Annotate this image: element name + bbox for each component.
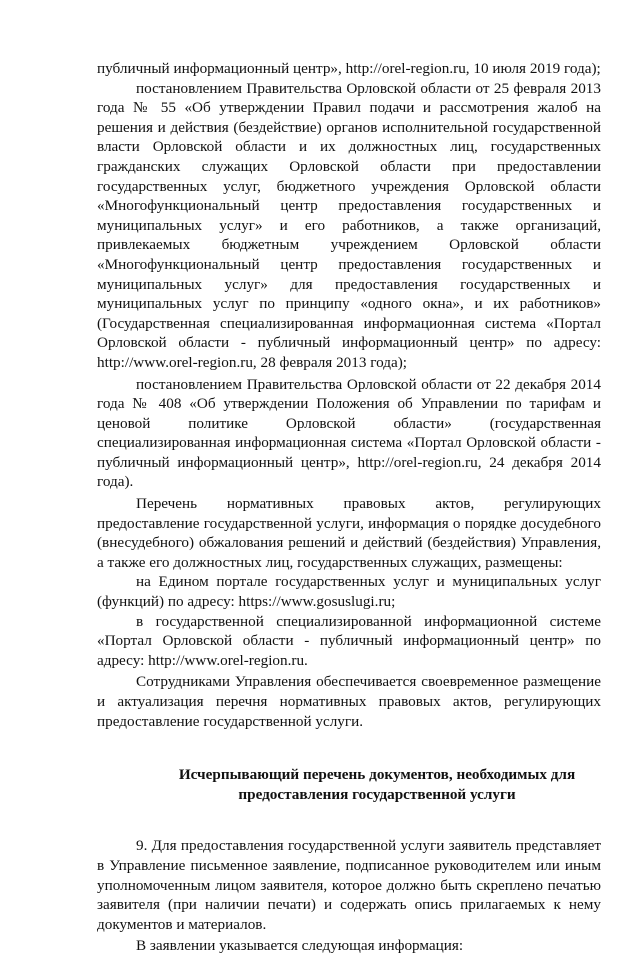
paragraph: постановлением Правительства Орловской области от 25 февраля 2013 года № 55 «Об утверждении Правил подачи и рассмотрения жалоб на решения и действия (бездействие) органов исполнительной государственной власти Орловской области и их должностных лиц, государственных гражданских служащих Орловской области при предоставлении государственных услуг, бюджетного учреждения Орловской области «Многофункциональный центр предоставления государственных и муниципальных услуг» и его работников, а также организаций, привлекаемых бюджетным учреждением Орловской области «Многофункциональный центр предоставления государственных и муниципальных услуг» для предоставления государственных и муниципальных услуг по принципу «одного окна», и их работников» (Государственная специализированная информационная система «Портал Орловской области - публичный информационный центр» по адресу: http://www.orel-region.ru, 28 февраля 2013 года); [97,79,601,371]
paragraph: Сотрудниками Управления обеспечивается своевременное размещение и актуализация перечня нормативных правовых актов, регулирующих предоставление государственной услуги. [97,673,601,730]
section-heading: Исчерпывающий перечень документов, необходимых для предоставления государственной услуги [178,766,576,803]
paragraph: публичный информационный центр», http://orel-region.ru, 10 июля 2019 года); [97,60,601,77]
paragraph: постановлением Правительства Орловской области от 22 декабря 2014 года № 408 «Об утверждении Положения об Управлении по тарифам и ценовой политике Орловской области» (государственная специализированная информационная система «Портал Орловской области - публичный информационный центр», http://orel-region.ru, 24 декабря 2014 года). [97,375,601,491]
paragraph: Перечень нормативных правовых актов, регулирующих предоставление государственной услуги, информация о порядке досудебного (внесудебного) обжалования решений и действий (бездействия) Управления, а также его должностных лиц, государственных служащих, размещены: [97,495,601,571]
paragraph: на Едином портале государственных услуг и муниципальных услуг (функций) по адресу: https://www.gosuslugi.ru; [97,573,601,611]
paragraph: в государственной специализированной информационной системе «Портал Орловской области - публичный информационный центр» по адресу: http://www.orel-region.ru. [97,612,601,669]
document-body [97,59,601,956]
paragraph: В заявлении указывается следующая информация: [136,937,464,955]
paragraph: 9. Для предоставления государственной услуги заявитель представляет в Управление письменное заявление, подписанное руководителем или иным уполномоченным лицом заявителя, которое должно быть скреплено печатью заявителя (при наличии печати) и содержать опись прилагаемых к нему документов и материалов. [97,837,601,933]
